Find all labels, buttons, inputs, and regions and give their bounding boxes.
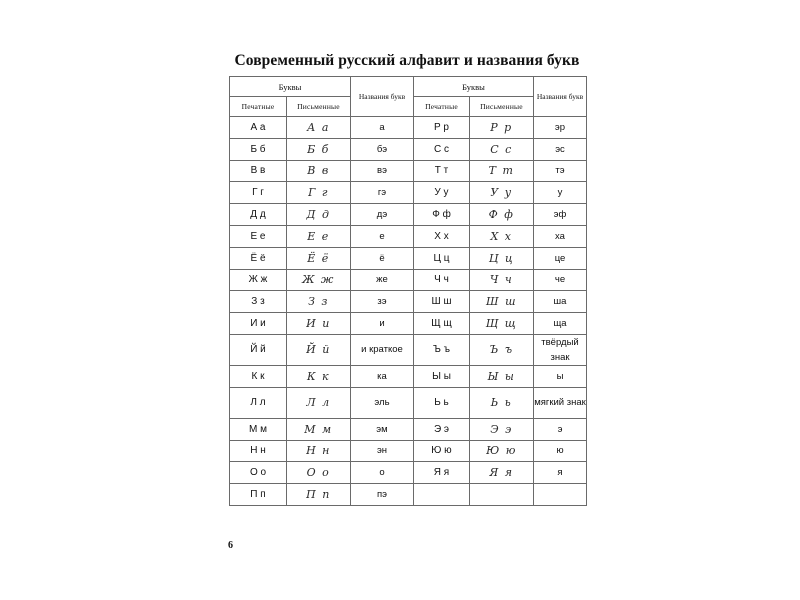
table-row xyxy=(230,387,587,418)
letter-name-left: и xyxy=(351,313,414,335)
letter-name-right: тэ xyxy=(534,160,587,182)
printed-letter-right: Щ щ xyxy=(414,313,470,335)
printed-letter-right: Ы ы xyxy=(414,365,470,387)
printed-letter-left: К к xyxy=(230,365,287,387)
table-row xyxy=(230,291,587,313)
cursive-letter-left: К к xyxy=(287,365,351,387)
cursive-letter-right: Х х xyxy=(470,225,534,247)
letter-name-right: э xyxy=(534,418,587,440)
letter-name-right: у xyxy=(534,182,587,204)
cursive-header-left: Письменные xyxy=(287,97,351,117)
printed-letter-right: Х х xyxy=(414,225,470,247)
printed-letter-left: О о xyxy=(230,462,287,484)
printed-letter-left: З з xyxy=(230,291,287,313)
cursive-letter-left: И и xyxy=(287,313,351,335)
printed-letter-left: Ё ё xyxy=(230,247,287,269)
letter-name-left: и краткое xyxy=(351,334,414,365)
table-row xyxy=(230,138,587,160)
cursive-letter-right: Щ щ xyxy=(470,313,534,335)
printed-letter-right: Я я xyxy=(414,462,470,484)
printed-letter-left: Й й xyxy=(230,334,287,365)
cursive-letter-left: Й й xyxy=(287,334,351,365)
letter-name-right: ха xyxy=(534,225,587,247)
cursive-letter-right: У у xyxy=(470,182,534,204)
printed-letter-right: Ц ц xyxy=(414,247,470,269)
cursive-letter-left: Н н xyxy=(287,440,351,462)
printed-letter-left: И и xyxy=(230,313,287,335)
cursive-letter-left: О о xyxy=(287,462,351,484)
letter-name-right: эр xyxy=(534,117,587,139)
cursive-letter-left: Ж ж xyxy=(287,269,351,291)
printed-letter-left: Д д xyxy=(230,204,287,226)
printed-letter-left: Б б xyxy=(230,138,287,160)
cursive-letter-right: Ю ю xyxy=(470,440,534,462)
printed-letter-right: Ю ю xyxy=(414,440,470,462)
cursive-letter-left: Ё ё xyxy=(287,247,351,269)
printed-letter-right: С с xyxy=(414,138,470,160)
printed-letter-left: Г г xyxy=(230,182,287,204)
table-row xyxy=(230,334,587,365)
table-row xyxy=(230,484,587,506)
printed-letter-left: В в xyxy=(230,160,287,182)
letter-name-right: эс xyxy=(534,138,587,160)
printed-header-left: Печатные xyxy=(230,97,287,117)
cursive-letter-right: С с xyxy=(470,138,534,160)
letter-name-left: пэ xyxy=(351,484,414,506)
printed-letter-right: Ш ш xyxy=(414,291,470,313)
table-row xyxy=(230,440,587,462)
printed-letter-right: Ч ч xyxy=(414,269,470,291)
printed-letter-left: М м xyxy=(230,418,287,440)
cursive-letter-left: Г г xyxy=(287,182,351,204)
table-row xyxy=(230,269,587,291)
printed-letter-right: Ь ь xyxy=(414,387,470,418)
printed-letter-right: Ф ф xyxy=(414,204,470,226)
cursive-letter-right: Э э xyxy=(470,418,534,440)
names-header-right: Названия букв xyxy=(534,77,587,117)
cursive-letter-right: Ь ь xyxy=(470,387,534,418)
printed-letter-left: Н н xyxy=(230,440,287,462)
letter-name-right: мягкий знак xyxy=(534,387,587,418)
letters-header-left: Буквы xyxy=(230,77,351,97)
letter-name-left: гэ xyxy=(351,182,414,204)
letter-name-left: ё xyxy=(351,247,414,269)
page-number: 6 xyxy=(228,540,233,551)
letter-name-right: я xyxy=(534,462,587,484)
table-row xyxy=(230,117,587,139)
table-row xyxy=(230,204,587,226)
table-row xyxy=(230,247,587,269)
cursive-letter-right: Р р xyxy=(470,117,534,139)
letter-name-left: эн xyxy=(351,440,414,462)
letter-name-left: бэ xyxy=(351,138,414,160)
letter-name-left: же xyxy=(351,269,414,291)
cursive-letter-left: П п xyxy=(287,484,351,506)
printed-letter-left: Л л xyxy=(230,387,287,418)
cursive-letter-right: Ц ц xyxy=(470,247,534,269)
table-row xyxy=(230,160,587,182)
letter-name-right: ща xyxy=(534,313,587,335)
letter-name-right: ю xyxy=(534,440,587,462)
alphabet-table-body xyxy=(230,117,587,506)
letter-name-right: ша xyxy=(534,291,587,313)
letters-header-right: Буквы xyxy=(414,77,534,97)
letter-name-right: це xyxy=(534,247,587,269)
letter-name-left: е xyxy=(351,225,414,247)
cursive-letter-right: Ф ф xyxy=(470,204,534,226)
letter-name-left: вэ xyxy=(351,160,414,182)
printed-letter-left: Ж ж xyxy=(230,269,287,291)
cursive-letter-right xyxy=(470,484,534,506)
alphabet-table xyxy=(229,76,587,506)
printed-header-right: Печатные xyxy=(414,97,470,117)
letter-name-left: эм xyxy=(351,418,414,440)
cursive-letter-right: Ш ш xyxy=(470,291,534,313)
table-row xyxy=(230,462,587,484)
cursive-letter-right: Ы ы xyxy=(470,365,534,387)
letter-name-right: эф xyxy=(534,204,587,226)
cursive-letter-left: Д д xyxy=(287,204,351,226)
cursive-letter-right: Т т xyxy=(470,160,534,182)
cursive-letter-left: Е е xyxy=(287,225,351,247)
cursive-letter-left: Б б xyxy=(287,138,351,160)
cursive-letter-left: А а xyxy=(287,117,351,139)
table-row xyxy=(230,418,587,440)
printed-letter-left: П п xyxy=(230,484,287,506)
printed-letter-right: Э э xyxy=(414,418,470,440)
letter-name-right: твёрдый знак xyxy=(534,334,587,365)
printed-letter-left: Е е xyxy=(230,225,287,247)
printed-letter-right: У у xyxy=(414,182,470,204)
table-row xyxy=(230,313,587,335)
cursive-letter-left: З з xyxy=(287,291,351,313)
table-row xyxy=(230,182,587,204)
printed-letter-right: Т т xyxy=(414,160,470,182)
printed-letter-right xyxy=(414,484,470,506)
cursive-header-right: Письменные xyxy=(470,97,534,117)
cursive-letter-right: Ъ ъ xyxy=(470,334,534,365)
letter-name-left: эль xyxy=(351,387,414,418)
cursive-letter-left: М м xyxy=(287,418,351,440)
printed-letter-right: Ъ ъ xyxy=(414,334,470,365)
letter-name-right: ы xyxy=(534,365,587,387)
letter-name-left: о xyxy=(351,462,414,484)
cursive-letter-right: Я я xyxy=(470,462,534,484)
cursive-letter-left: Л л xyxy=(287,387,351,418)
letter-name-left: дэ xyxy=(351,204,414,226)
letter-name-left: ка xyxy=(351,365,414,387)
page-title: Современный русский алфавит и названия букв xyxy=(234,52,580,69)
cursive-letter-left: В в xyxy=(287,160,351,182)
printed-letter-right: Р р xyxy=(414,117,470,139)
table-row xyxy=(230,365,587,387)
cursive-letter-right: Ч ч xyxy=(470,269,534,291)
printed-letter-left: А а xyxy=(230,117,287,139)
letter-name-left: а xyxy=(351,117,414,139)
letter-name-left: зэ xyxy=(351,291,414,313)
table-row xyxy=(230,225,587,247)
letter-name-right: че xyxy=(534,269,587,291)
letter-name-right xyxy=(534,484,587,506)
names-header-left: Названия букв xyxy=(351,77,414,117)
